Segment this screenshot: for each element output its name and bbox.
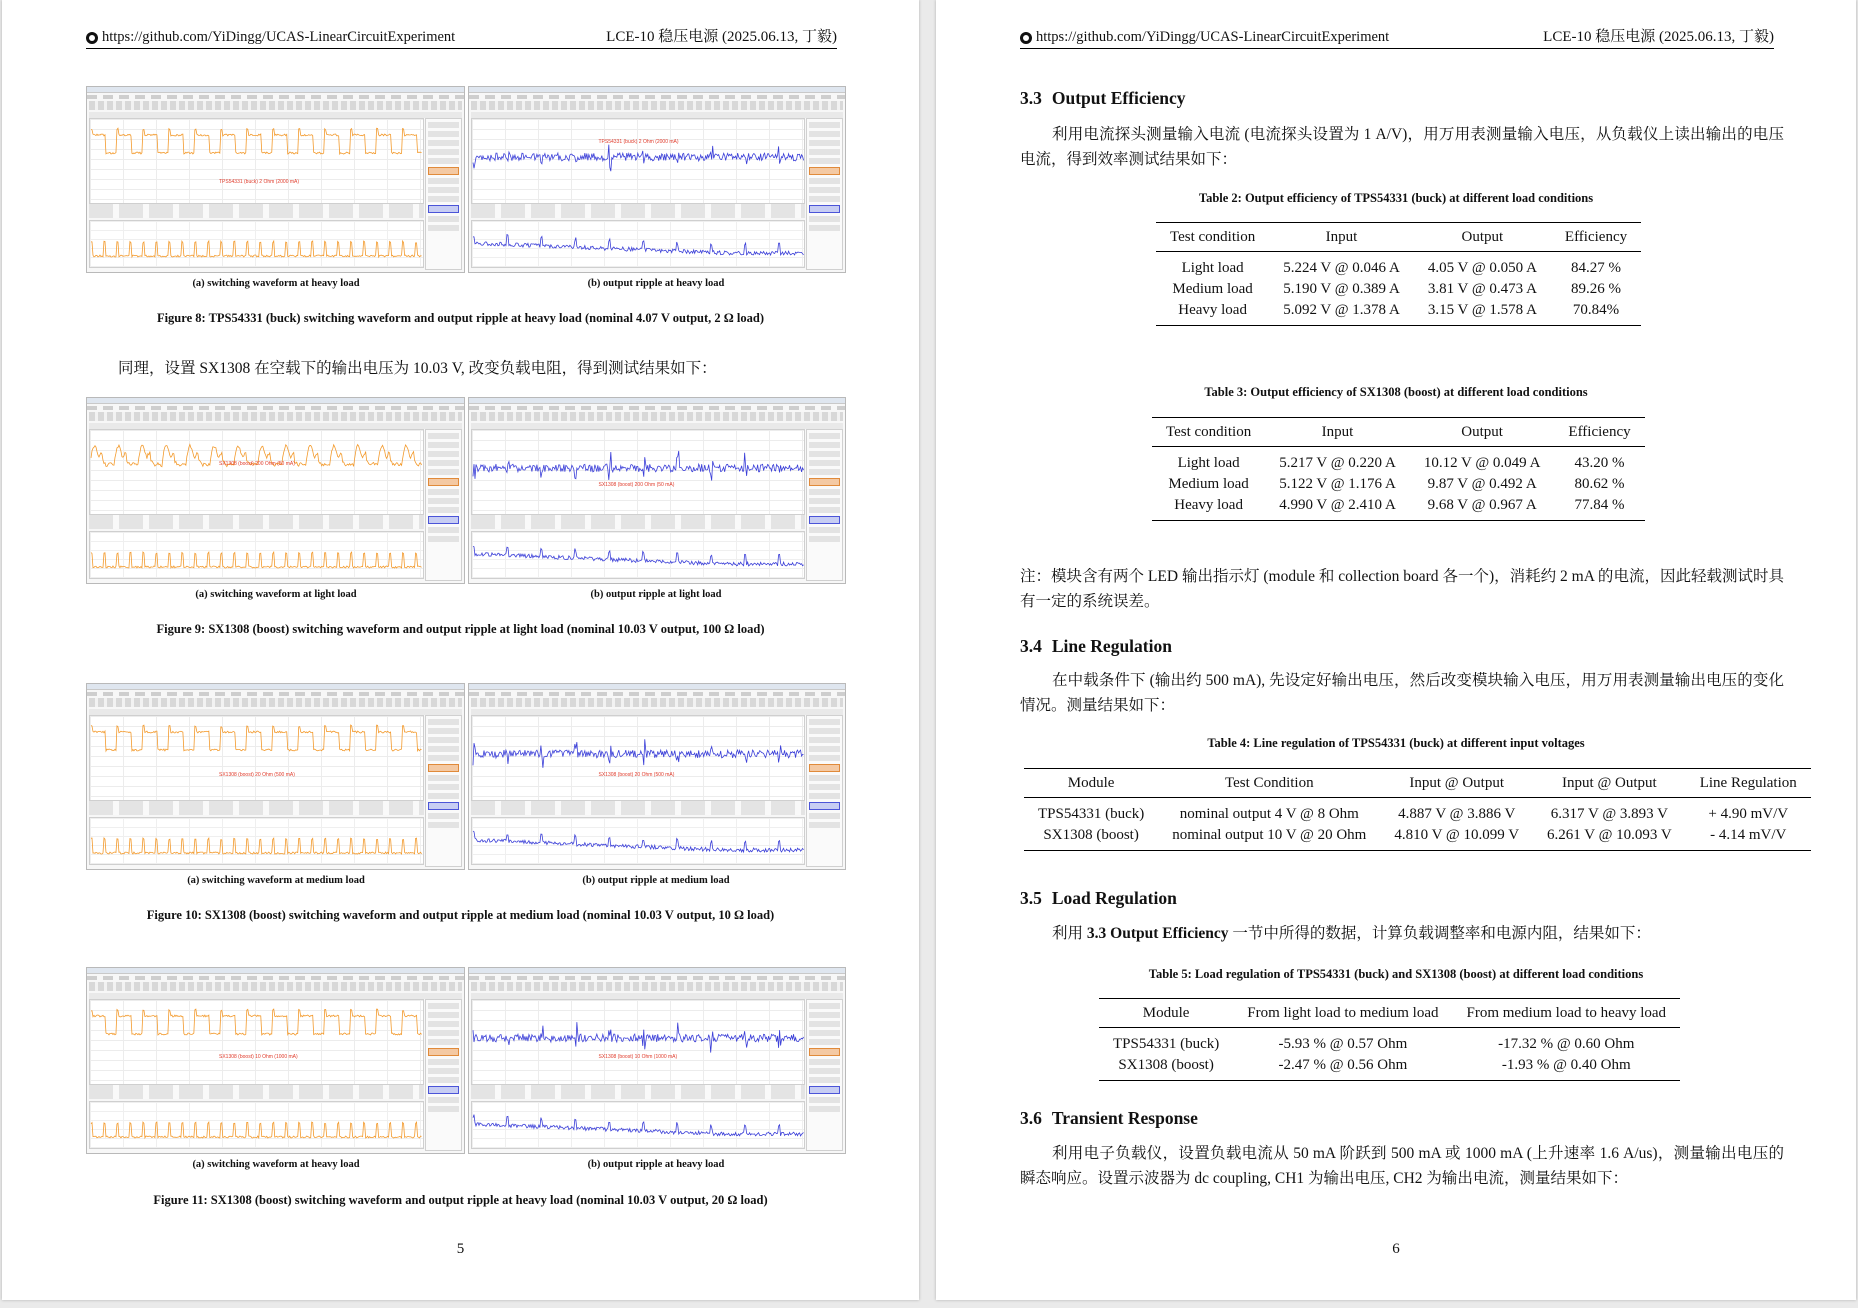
table-row xyxy=(1156,279,1641,300)
paragraph: 同理，设置 SX1308 在空载下的输出电压为 10.03 V, 改变负载电阻，得到测试结果如下： xyxy=(118,360,717,377)
table-header-cell: Module xyxy=(1099,999,1233,1028)
table-cell: SX1308 (boost) xyxy=(1099,1055,1233,1081)
subcaptions xyxy=(86,1159,846,1170)
table-cell: nominal output 4 V @ 8 Ohm xyxy=(1179,806,1359,822)
subcaptions xyxy=(86,278,846,289)
subcaption-b: (b) output ripple at heavy load xyxy=(587,1159,725,1170)
table-cell: 5.092 V @ 1.378 A xyxy=(1269,300,1414,326)
table-row xyxy=(1152,447,1645,475)
spectrum-trace xyxy=(472,1115,803,1136)
table-cell: 5.122 V @ 1.176 A xyxy=(1279,476,1396,492)
section-heading: 3.5 Load Regulation xyxy=(1020,888,1177,908)
table-cell: 5.217 V @ 0.220 A xyxy=(1279,455,1396,471)
table-header-cell: Test condition xyxy=(1152,418,1265,447)
table-cell: 5.224 V @ 0.046 A xyxy=(1283,260,1400,276)
page-5 xyxy=(2,0,919,1300)
table-header-cell: Test Condition xyxy=(1158,769,1380,798)
subcaptions xyxy=(86,875,846,886)
spectrum-trace xyxy=(91,1122,422,1138)
table-header-cell: From medium load to heavy load xyxy=(1453,999,1681,1028)
table-cell: 4.887 V @ 3.886 V xyxy=(1398,806,1516,822)
subcaption-a: (a) switching waveform at heavy load xyxy=(192,1159,360,1170)
waveform-annotation: TPS54331 (buck) 2 Ohm (2000 mA) xyxy=(598,139,679,145)
table-cell: 80.62 % xyxy=(1574,476,1625,492)
page-number: 5 xyxy=(456,1241,465,1257)
page-number: 6 xyxy=(1392,1241,1400,1257)
table-caption: Table 3: Output efficiency of SX1308 (boost) at different load conditions xyxy=(1204,385,1588,399)
table-cell: Light load xyxy=(1181,260,1244,276)
note-paragraph: 注：模块含有两个 LED 输出指示灯 (module 和 collection board 各一个)，消耗约 2 mA 的电流，因此轻载测试时具有一定的系统误差。 xyxy=(1020,568,1784,610)
paragraph: 利用 3.3 Output Efficiency 一节中所得的数据，计算负载调整率和电源内阻，结果如下： xyxy=(1052,925,1651,942)
scope-trace xyxy=(91,1009,422,1035)
table-row xyxy=(1024,825,1811,851)
table-cell: 4.990 V @ 2.410 A xyxy=(1265,495,1410,521)
table-row xyxy=(1156,252,1641,280)
oscilloscope-screenshot-ripple xyxy=(468,397,847,584)
table-row xyxy=(1152,474,1645,495)
figure-9 xyxy=(86,397,846,584)
paragraph: 利用电子负载仪，设置负载电流从 50 mA 阶跃到 500 mA 或 1000 mA (上升速率 1.6 A/us)，测量输出电压的瞬态响应。设置示波器为 dc coupling, CH1 为输出电压, CH2 为输出电流，测量结果如下： xyxy=(1020,1145,1784,1187)
table-cell: 9.87 V @ 0.492 A xyxy=(1427,476,1537,492)
table-cell: 9.68 V @ 0.967 A xyxy=(1410,495,1555,521)
repo-link[interactable]: https://github.com/YiDingg/UCAS-LinearCircuitExperiment xyxy=(1036,29,1390,45)
table-cell: + 4.90 mV/V xyxy=(1708,806,1789,822)
table-cell: -17.32 % @ 0.60 Ohm xyxy=(1498,1036,1635,1052)
paragraph: 利用电流探头测量输入电流 (电流探头设置为 1 A/V)，用万用表测量输入电压，从负载仪上读出输出的电压电流，得到效率测试结果如下： xyxy=(1020,126,1784,168)
spectrum-trace xyxy=(91,552,422,568)
table-cell: -5.93 % @ 0.57 Ohm xyxy=(1278,1036,1408,1052)
waveform-annotation: SX1308 (boost) 10 Ohm (1000 mA) xyxy=(598,1054,678,1060)
subcaption-b: (b) output ripple at heavy load xyxy=(587,278,725,289)
waveform-annotation: TPS54331 (buck) 2 Ohm (2000 mA) xyxy=(219,179,300,185)
spectrum-trace xyxy=(91,241,422,257)
table-cell: nominal output 10 V @ 20 Ohm xyxy=(1158,825,1380,851)
table-header-cell: Output xyxy=(1410,418,1555,447)
figure-caption: Figure 9: SX1308 (boost) switching waveform and output ripple at light load (nominal 10.03 V output, 100 Ω load) xyxy=(156,622,765,636)
table-efficiency-buck xyxy=(1156,222,1641,326)
scope-trace xyxy=(91,725,422,751)
doc-title: LCE-10 稳压电源 (2025.06.13, 丁毅) xyxy=(1543,29,1774,45)
section-heading: 3.3 Output Efficiency xyxy=(1020,88,1186,108)
figure-caption: Figure 8: TPS54331 (buck) switching waveform and output ripple at heavy load (nominal 4.07 V output, 2 Ω load) xyxy=(156,311,765,325)
scope-trace xyxy=(472,739,803,768)
spectrum-trace xyxy=(91,838,422,854)
table-cell: Light load xyxy=(1177,455,1240,471)
subcaptions xyxy=(86,589,846,600)
table-cell: TPS54331 (buck) xyxy=(1038,806,1145,822)
table-caption: Table 2: Output efficiency of TPS54331 (buck) at different load conditions xyxy=(1198,191,1594,205)
doc-title: LCE-10 稳压电源 (2025.06.13, 丁毅) xyxy=(606,29,837,45)
paragraph: 在中载条件下 (输出约 500 mA), 先设定好输出电压，然后改变模块输入电压，用万用表测量输出电压的变化情况。测量结果如下： xyxy=(1020,672,1784,714)
oscilloscope-screenshot-switching xyxy=(86,967,465,1154)
table-cell: 4.05 V @ 0.050 A xyxy=(1427,260,1537,276)
table-cell: 10.12 V @ 0.049 A xyxy=(1423,455,1541,471)
spectrum-trace xyxy=(472,546,803,566)
table-row xyxy=(1024,798,1811,826)
table-header-cell: Input xyxy=(1269,223,1414,252)
table-caption: Table 4: Line regulation of TPS54331 (buck) at different input voltages xyxy=(1207,736,1585,750)
figure-caption: Figure 10: SX1308 (boost) switching waveform and output ripple at medium load (nominal 10.03 V output, 10 Ω load) xyxy=(146,908,775,922)
table-header-cell: Output xyxy=(1414,223,1551,252)
table-load-regulation xyxy=(1099,998,1680,1081)
table-header-cell: Input @ Output xyxy=(1533,769,1686,798)
oscilloscope-screenshot-switching xyxy=(86,683,465,870)
table-cell: Heavy load xyxy=(1156,300,1269,326)
table-cell: 6.317 V @ 3.893 V xyxy=(1550,806,1668,822)
scope-trace xyxy=(472,1022,803,1053)
scope-trace xyxy=(91,128,422,154)
waveform-annotation: SX1308 (boost) 20 Ohm (500 mA) xyxy=(598,772,675,778)
page-header xyxy=(1020,26,1774,49)
oscilloscope-screenshot-switching xyxy=(86,86,465,273)
oscilloscope-screenshot-ripple xyxy=(468,86,847,273)
table-header-cell: Input xyxy=(1265,418,1410,447)
table-cell: Medium load xyxy=(1168,476,1249,492)
table-cell: 4.810 V @ 10.099 V xyxy=(1380,825,1533,851)
table-cell: 84.27 % xyxy=(1571,260,1622,276)
oscilloscope-screenshot-ripple xyxy=(468,967,847,1154)
table-cell: 3.81 V @ 0.473 A xyxy=(1427,281,1537,297)
figure-10 xyxy=(86,683,846,870)
section-heading: 3.4 Line Regulation xyxy=(1020,636,1172,656)
github-icon xyxy=(1020,32,1032,44)
spectrum-trace xyxy=(472,831,803,852)
table-header-cell: Module xyxy=(1024,769,1158,798)
repo-link[interactable]: https://github.com/YiDingg/UCAS-LinearCircuitExperiment xyxy=(102,29,456,45)
table-cell: SX1308 (boost) xyxy=(1024,825,1158,851)
table-header-cell: From light load to medium load xyxy=(1233,999,1452,1028)
table-cell: 6.261 V @ 10.093 V xyxy=(1533,825,1686,851)
page-6 xyxy=(936,0,1856,1300)
subcaption-a: (a) switching waveform at heavy load xyxy=(192,278,360,289)
figure-11 xyxy=(86,967,846,1154)
table-cell: Medium load xyxy=(1172,281,1253,297)
figure-8 xyxy=(86,86,846,273)
oscilloscope-screenshot-switching xyxy=(86,397,465,584)
subcaption-a: (a) switching waveform at medium load xyxy=(187,875,365,886)
waveform-annotation: SX1308 (boost) 10 Ohm (1000 mA) xyxy=(219,1054,298,1060)
table-row xyxy=(1099,1028,1680,1056)
table-caption: Table 5: Load regulation of TPS54331 (buck) and SX1308 (boost) at different load conditions xyxy=(1148,967,1644,981)
table-efficiency-boost xyxy=(1152,417,1645,521)
table-cell: -1.93 % @ 0.40 Ohm xyxy=(1453,1055,1681,1081)
table-header-cell: Efficiency xyxy=(1551,223,1641,252)
table-cell: -2.47 % @ 0.56 Ohm xyxy=(1233,1055,1452,1081)
scope-trace xyxy=(472,145,803,172)
table-row xyxy=(1099,1055,1680,1081)
table-cell: 3.15 V @ 1.578 A xyxy=(1414,300,1551,326)
section-heading: 3.6 Transient Response xyxy=(1020,1108,1198,1128)
figure-caption: Figure 11: SX1308 (boost) switching waveform and output ripple at heavy load (nominal 10.03 V output, 20 Ω load) xyxy=(153,1193,768,1207)
waveform-annotation: SX1308 (boost) 200 Ohm (50 mA) xyxy=(219,461,295,467)
table-cell: 70.84% xyxy=(1551,300,1641,326)
subcaption-b: (b) output ripple at medium load xyxy=(582,875,730,886)
subcaption-b: (b) output ripple at light load xyxy=(590,589,722,600)
oscilloscope-screenshot-ripple xyxy=(468,683,847,870)
github-icon xyxy=(86,32,98,44)
table-header-cell: Input @ Output xyxy=(1380,769,1533,798)
table-cell: 5.190 V @ 0.389 A xyxy=(1283,281,1400,297)
page-header xyxy=(86,26,837,49)
scope-trace xyxy=(472,451,803,481)
table-cell: 77.84 % xyxy=(1554,495,1644,521)
table-row xyxy=(1156,300,1641,326)
table-cell: TPS54331 (buck) xyxy=(1113,1036,1220,1052)
table-cell: - 4.14 mV/V xyxy=(1686,825,1811,851)
table-cell: 43.20 % xyxy=(1574,455,1625,471)
subcaption-a: (a) switching waveform at light load xyxy=(195,589,357,600)
table-header-cell: Efficiency xyxy=(1554,418,1644,447)
table-row xyxy=(1152,495,1645,521)
table-cell: 89.26 % xyxy=(1571,281,1622,297)
table-line-regulation xyxy=(1024,768,1811,851)
table-header-cell: Line Regulation xyxy=(1686,769,1811,798)
waveform-annotation: SX1308 (boost) 200 Ohm (50 mA) xyxy=(598,482,675,488)
section-ref-link[interactable]: 3.3 Output Efficiency xyxy=(1086,925,1229,942)
table-cell: Heavy load xyxy=(1152,495,1265,521)
spectrum-trace xyxy=(472,235,803,256)
table-header-cell: Test condition xyxy=(1156,223,1269,252)
waveform-annotation: SX1308 (boost) 20 Ohm (500 mA) xyxy=(219,772,295,778)
